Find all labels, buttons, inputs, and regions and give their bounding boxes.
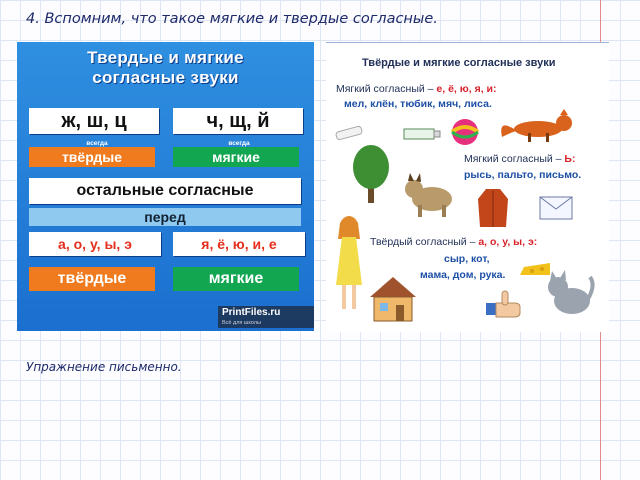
hard-examples-2: мама, дом, рука. bbox=[420, 269, 506, 281]
hard-rule-vowels: а, о, у, ы, э: bbox=[478, 236, 538, 248]
always-label-hard: всегда bbox=[86, 140, 108, 147]
slide-title: 4. Вспомним, что такое мягкие и твердые согласные. bbox=[26, 11, 438, 27]
other-consonants: остальные согласные bbox=[29, 178, 301, 204]
hard-vowels-rule bbox=[370, 236, 537, 248]
always-label-soft: всегда bbox=[228, 140, 250, 147]
right-poster bbox=[326, 42, 609, 332]
girl-icon bbox=[332, 211, 366, 317]
left-poster bbox=[17, 42, 314, 331]
soft-sign-rule bbox=[464, 153, 575, 165]
soft-rule-title: Мягкий согласный – bbox=[336, 83, 434, 95]
soft-label: мягкие bbox=[173, 147, 299, 167]
soft-label-bottom: мягкие bbox=[173, 267, 299, 291]
exercise-instruction: Упражнение письменно. bbox=[26, 360, 182, 374]
soft-rule-examples: мел, клён, тюбик, мяч, лиса. bbox=[344, 98, 492, 110]
house-icon bbox=[366, 275, 420, 323]
chalk-icon bbox=[334, 123, 366, 141]
hard-consonants-set: ж, ш, ц bbox=[29, 108, 159, 134]
soft-vowels: я, ё, ю, и, е bbox=[173, 232, 305, 256]
hand-icon bbox=[484, 289, 524, 321]
hard-label: твёрдые bbox=[29, 147, 155, 167]
printfiles-watermark bbox=[218, 306, 314, 328]
toothpaste-tube-icon bbox=[402, 123, 442, 143]
soft-rule-vowels: е, ё, ю, я, и: bbox=[436, 83, 497, 95]
soft-sign-letter: Ь: bbox=[564, 153, 576, 165]
hard-rule-title: Твёрдый согласный – bbox=[370, 236, 476, 248]
hard-vowels: а, о, у, ы, э bbox=[29, 232, 161, 256]
soft-vowels-rule bbox=[336, 83, 496, 95]
before-ribbon: перед bbox=[29, 208, 301, 226]
soft-sign-title: Мягкий согласный – bbox=[464, 153, 562, 165]
cat-icon bbox=[544, 269, 596, 319]
ball-icon bbox=[450, 117, 480, 147]
coat-icon bbox=[476, 187, 510, 229]
watermark-text: PrintFiles.ru bbox=[222, 307, 281, 318]
left-poster-heading-1: Твердые и мягкие bbox=[87, 48, 244, 67]
hard-examples-1: сыр, кот, bbox=[444, 253, 490, 265]
fox-icon bbox=[498, 109, 586, 143]
right-poster-heading: Твёрдые и мягкие согласные звуки bbox=[362, 57, 556, 69]
tree-icon bbox=[350, 143, 392, 205]
envelope-icon bbox=[538, 193, 576, 223]
soft-sign-examples: рысь, пальто, письмо. bbox=[464, 169, 582, 181]
left-poster-heading-2: согласные звуки bbox=[92, 68, 239, 87]
watermark-subtext: Всё для школы bbox=[222, 320, 261, 326]
soft-consonants-set: ч, щ, й bbox=[173, 108, 303, 134]
lynx-icon bbox=[402, 171, 458, 219]
hard-label-bottom: твёрдые bbox=[29, 267, 155, 291]
